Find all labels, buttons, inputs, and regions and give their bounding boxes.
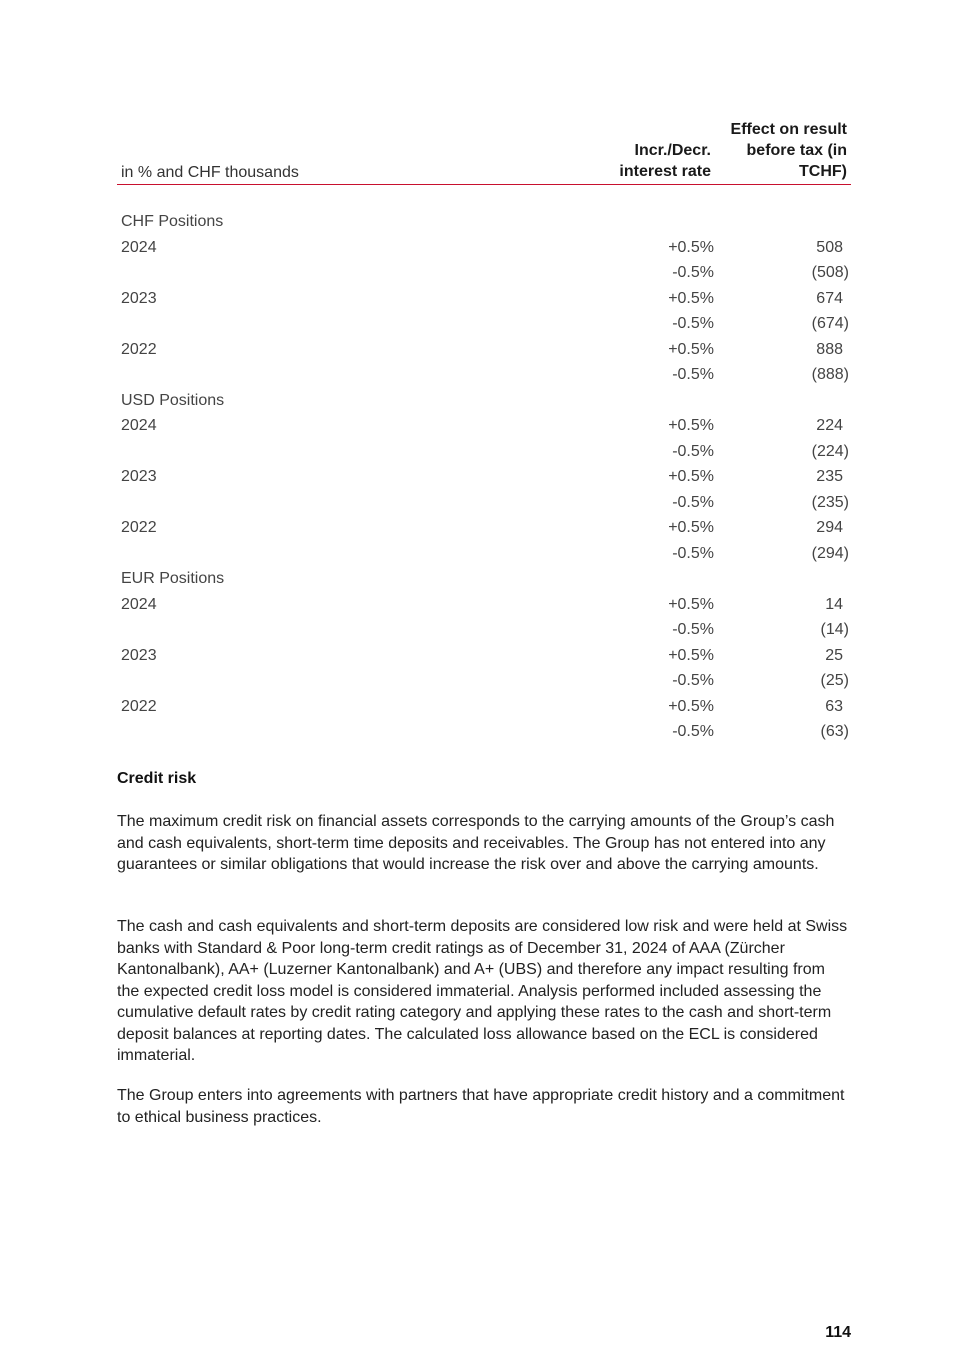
row-effect: 294 (816, 519, 843, 536)
table-header (117, 118, 851, 185)
row-effect: (14) (820, 621, 849, 638)
row-label: EUR Positions (121, 570, 225, 587)
row-interest-rate: +0.5% (668, 519, 714, 536)
row-interest-rate: +0.5% (668, 238, 714, 256)
row-label: CHF Positions (121, 213, 224, 230)
row-effect: (25) (820, 672, 849, 689)
table-row (117, 669, 851, 695)
row-label: 2024 (121, 595, 157, 613)
table-row (117, 363, 851, 389)
sensitivity-table (117, 210, 851, 746)
table-row (117, 210, 851, 236)
table-row (117, 465, 851, 491)
row-effect: 224 (816, 417, 843, 434)
table-row (117, 389, 851, 415)
table-row (117, 236, 851, 262)
header-interest-rate (619, 140, 711, 182)
row-interest-rate: -0.5% (672, 672, 714, 689)
table-row (117, 287, 851, 313)
row-interest-rate: +0.5% (668, 417, 714, 434)
row-interest-rate: +0.5% (668, 289, 714, 307)
row-interest-rate: -0.5% (672, 315, 714, 332)
row-interest-rate: -0.5% (672, 442, 714, 460)
row-effect: (235) (811, 493, 849, 511)
row-label: 2024 (121, 417, 157, 434)
credit-risk-heading: Credit risk (117, 770, 197, 787)
table-row (117, 491, 851, 517)
header-effect-line: Effect on result (730, 121, 847, 138)
header-effect-line: before tax (in (746, 142, 847, 159)
page-number: 114 (825, 1324, 851, 1341)
row-effect: 25 (825, 646, 843, 664)
table-row (117, 618, 851, 644)
credit-risk-paragraph: The cash and cash equivalents and short-term deposits are considered low risk and were held at Swiss banks with Standard & Poor long-term credit ratings as of December 31, 2024 of AAA (Zürcher Kantonalbank), AA+ (Luzerner Kantonalbank) and A+ (UBS) and therefore any impact resulting from the expected credit loss model is considered immaterial. Analysis performed included assessing the cumulative default rates by credit rating category and applying these rates to the cash and short-term deposit balances at reporting dates. The calculated loss allowance based on the ECL is considered immaterial. (117, 918, 848, 1064)
row-interest-rate: +0.5% (668, 595, 714, 613)
row-label: 2023 (121, 646, 157, 664)
table-row (117, 312, 851, 338)
credit-risk-paragraph: The maximum credit risk on financial assets corresponds to the carrying amounts of the Group’s cash and cash equivalents, short-term time deposits and receivables. The Group has not entered into any guarantees or similar obligations that would increase the risk over and above the carrying amounts. (117, 813, 835, 873)
header-interest-rate-line: Incr./Decr. (634, 142, 711, 159)
row-interest-rate: -0.5% (672, 544, 714, 562)
row-effect: (674) (811, 315, 849, 332)
row-label: 2022 (121, 340, 157, 358)
row-interest-rate: +0.5% (668, 646, 714, 664)
header-interest-rate-line: interest rate (619, 163, 711, 180)
row-interest-rate: -0.5% (672, 723, 714, 740)
row-effect: (294) (811, 544, 849, 562)
row-interest-rate: -0.5% (672, 621, 714, 638)
table-row (117, 414, 851, 440)
row-effect: 508 (816, 238, 843, 256)
row-label: 2022 (121, 697, 157, 715)
row-effect: 235 (816, 468, 843, 485)
row-effect: 14 (825, 595, 843, 613)
table-row (117, 720, 851, 746)
table-row (117, 593, 851, 619)
row-interest-rate: -0.5% (672, 264, 714, 281)
row-interest-rate: +0.5% (668, 340, 714, 358)
header-effect-on-result (731, 119, 847, 182)
row-label: 2022 (121, 519, 157, 536)
row-effect: 888 (816, 340, 843, 358)
table-row (117, 542, 851, 568)
row-label: USD Positions (121, 391, 225, 409)
table-row (117, 338, 851, 364)
table-row (117, 567, 851, 593)
row-effect: (508) (811, 264, 849, 281)
row-effect: 63 (825, 697, 843, 715)
row-effect: (888) (811, 366, 849, 383)
row-label: 2023 (121, 468, 157, 485)
row-effect: 674 (816, 289, 843, 307)
row-interest-rate: +0.5% (668, 468, 714, 485)
row-interest-rate: -0.5% (672, 493, 714, 511)
table-row (117, 261, 851, 287)
header-units-label: in % and CHF thousands (121, 164, 299, 181)
table-row (117, 516, 851, 542)
row-interest-rate: -0.5% (672, 366, 714, 383)
row-label: 2024 (121, 238, 157, 256)
row-label: 2023 (121, 289, 157, 307)
credit-risk-paragraph: The Group enters into agreements with partners that have appropriate credit history and a commitment to ethical business practices. (117, 1087, 845, 1126)
row-effect: (63) (820, 723, 849, 740)
row-effect: (224) (811, 442, 849, 460)
table-row (117, 440, 851, 466)
header-effect-line: TCHF) (799, 163, 847, 180)
table-row (117, 695, 851, 721)
table-row (117, 644, 851, 670)
row-interest-rate: +0.5% (668, 697, 714, 715)
